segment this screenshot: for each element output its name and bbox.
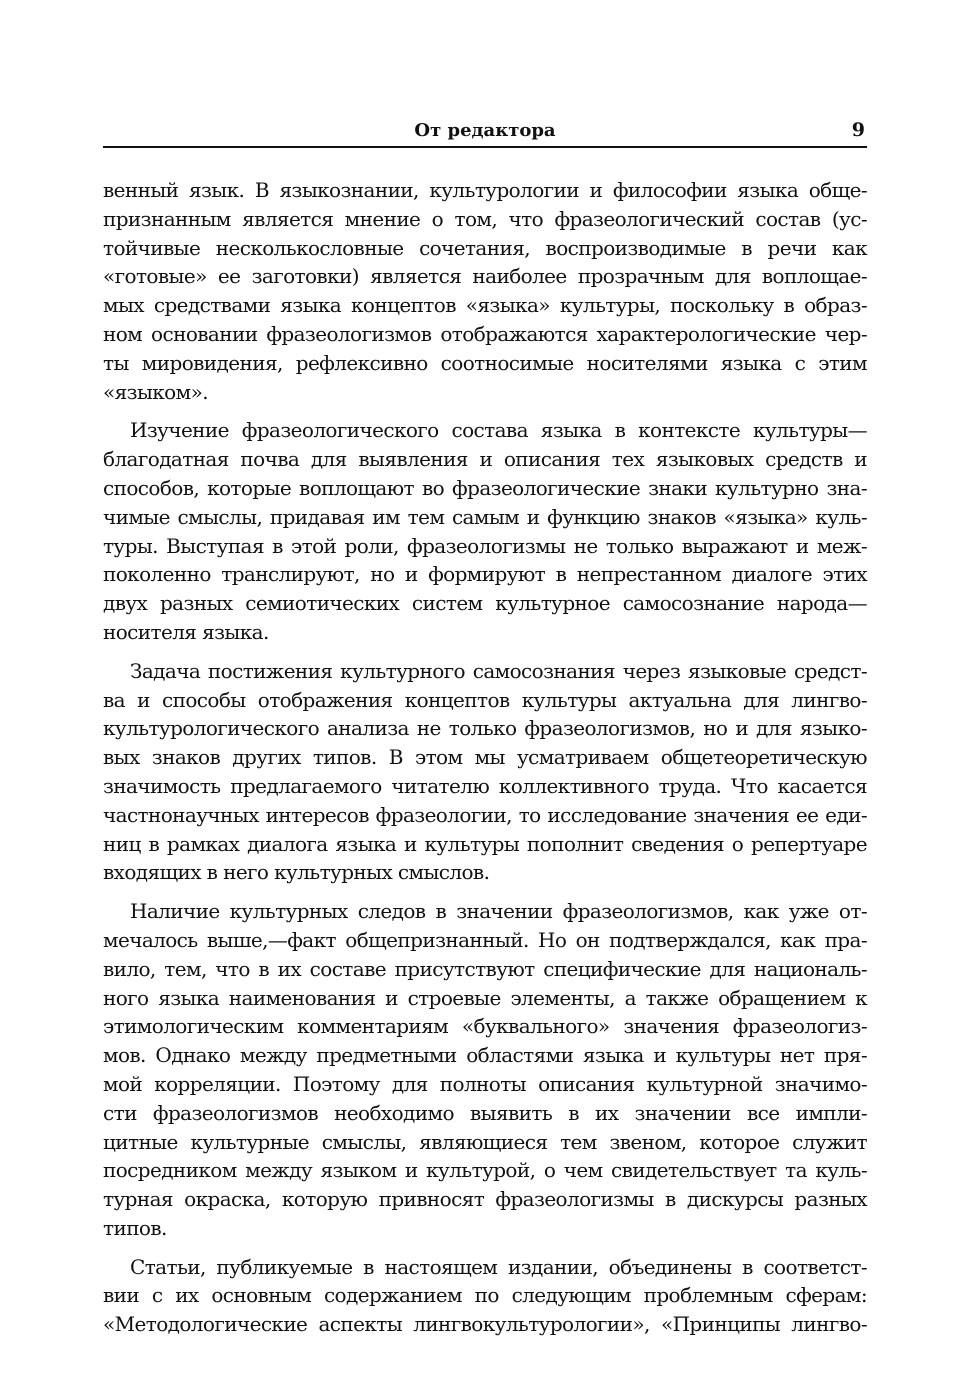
text-line: ниц в рамках диалога языка и культуры пополнит сведения о репертуаре [103, 831, 867, 856]
page-number: 9 [851, 119, 865, 141]
text-line: поколенно транслируют, но и формируют в непрестанном диалоге этих [103, 562, 867, 587]
paragraph [103, 1253, 867, 1339]
text-line: Статьи, публикуемые в настоящем издании, объединены в соответст- [130, 1254, 867, 1279]
text-line: «языком». [103, 379, 208, 404]
text-line: тойчивые несколькословные сочетания, воспроизводимые в речи как [103, 235, 867, 260]
text-line: типов. [103, 1215, 167, 1240]
body-text [103, 176, 867, 1349]
text-line: мечалось выше,—факт общепризнанный. Но он подтверждался, как пра- [103, 927, 867, 952]
text-line: Задача постижения культурного самосознания через языковые средст- [130, 658, 867, 683]
text-line: культурологического анализа не только фразеологизмов, но и для языко- [103, 716, 867, 741]
text-line: мых средствами языка концептов «языка» культуры, поскольку в образ- [103, 293, 867, 318]
text-line: вило, тем, что в их составе присутствуют специфические для националь- [103, 956, 867, 981]
text-line: частнонаучных интересов фразеологии, то исследование значения ее еди- [103, 802, 867, 827]
text-line: ном основании фразеологизмов отображаются характерологические чер- [103, 321, 867, 346]
text-line: благодатная почва для выявления и описания тех языковых средств и [103, 447, 867, 472]
text-line: вии с их основным содержанием по следующим проблемным сферам: [103, 1283, 867, 1308]
text-line: мой корреляции. Поэтому для полноты описания культурной значимо- [103, 1071, 867, 1096]
text-line: носителя языка. [103, 619, 269, 644]
text-line: входящих в него культурных смыслов. [103, 860, 490, 885]
paragraph [103, 657, 867, 887]
text-line: ва и способы отображения концептов культуры актуальна для лингво- [103, 687, 867, 712]
text-line: Изучение фразеологического состава языка в контексте культуры— [130, 418, 867, 443]
running-header [103, 118, 867, 148]
text-line: сти фразеологизмов необходимо выявить в их значении все импли- [103, 1100, 867, 1125]
running-title: От редактора [414, 120, 556, 141]
text-line: посредником между языком и культурой, о чем свидетельствует та куль- [103, 1158, 867, 1183]
text-line: признанным является мнение о том, что фразеологический состав (ус- [103, 206, 867, 231]
text-line: мов. Однако между предметными областями языка и культуры нет пря- [103, 1043, 867, 1068]
text-line: способов, которые воплощают во фразеологические знаки культурно зна- [103, 475, 867, 500]
text-line: ного языка наименования и строевые элементы, а также обращением к [103, 985, 867, 1010]
text-line: ты мировидения, рефлексивно соотносимые носителями языка с этим [103, 350, 867, 375]
text-line: турная окраска, которую привносят фразеологизмы в дискурсы разных [103, 1187, 867, 1212]
paragraph [103, 416, 867, 646]
text-line: чимые смыслы, придавая им тем самым и функцию знаков «языка» куль- [103, 504, 867, 529]
text-line: двух разных семиотических систем культурное самосознание народа— [103, 591, 867, 616]
text-line: этимологическим комментариям «буквального» значения фразеологиз- [103, 1014, 867, 1039]
text-line: «готовые» ее заготовки) является наиболее прозрачным для воплощае- [103, 264, 867, 289]
paragraph [103, 897, 867, 1243]
text-line: значимость предлагаемого читателю коллективного труда. Что касается [103, 773, 867, 798]
text-line: цитные культурные смыслы, являющиеся тем звеном, которое служит [103, 1129, 867, 1154]
text-line: Наличие культурных следов в значении фразеологизмов, как уже от- [130, 899, 867, 924]
text-line: венный язык. В языкознании, культурологии и философии языка обще- [103, 178, 867, 202]
paragraph [103, 176, 867, 406]
text-line: «Методологические аспекты лингвокультурологии», «Принципы лингво- [103, 1312, 867, 1337]
text-line: туры. Выступая в этой роли, фразеологизмы не только выражают и меж- [103, 533, 867, 558]
text-line: вых знаков других типов. В этом мы усматриваем общетеоретическую [103, 745, 867, 770]
